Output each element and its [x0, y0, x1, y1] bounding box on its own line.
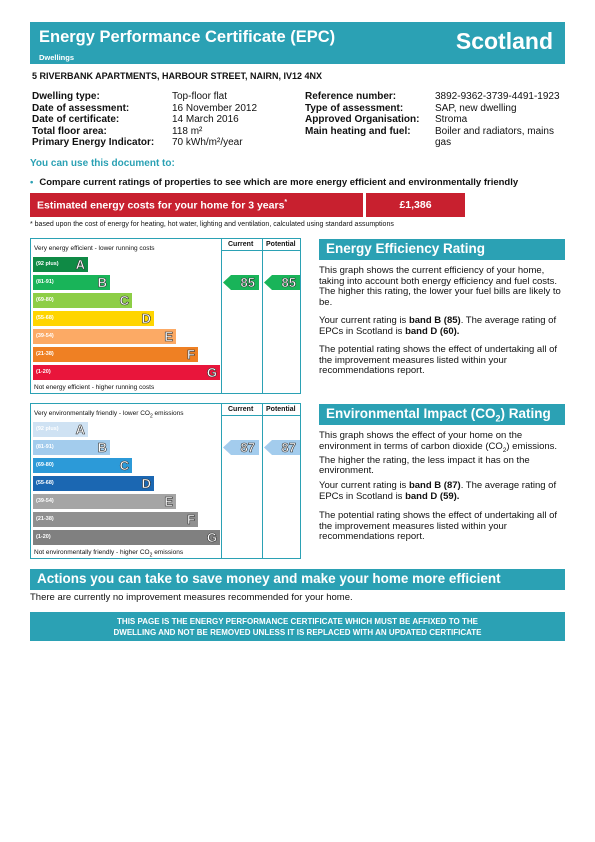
energy-efficiency-description: This graph shows the current efficiency of your home, taking into account both energy efficiency and fuel costs. The higher this rating, the lower your fuel bills are likely to be.	[319, 265, 561, 308]
rating-band-c	[33, 458, 132, 473]
notice-line: DWELLING AND NOT BE REMOVED UNLESS IT IS REPLACED WITH AN UPDATED CERTIFICATE	[113, 628, 482, 637]
rating-band-a	[33, 422, 88, 437]
chart-bottom-caption: Not energy efficient - higher running costs	[34, 384, 155, 391]
heading-text: Environmental Impact (CO	[326, 406, 496, 421]
bullet-icon: •	[30, 177, 34, 188]
band-letter: B	[97, 275, 107, 290]
band-letter: A	[75, 422, 85, 437]
dwelling-info	[32, 91, 257, 149]
caption-text: emissions	[152, 410, 184, 417]
energy-cost-label	[30, 193, 363, 217]
band-range: (21-38)	[36, 351, 54, 357]
band-letter: A	[75, 257, 85, 272]
info-label: Primary Energy Indicator:	[32, 137, 155, 149]
band-letter: C	[119, 458, 129, 473]
assessment-info	[305, 91, 567, 149]
info-label: Type of assessment:	[305, 102, 404, 114]
caption-text: Very environmentally friendly - lower CO	[34, 410, 150, 417]
usage-bullet-text: Compare current ratings of properties to see which are more energy efficient and environmentally friendly	[39, 177, 519, 188]
certificate-title: Energy Performance Certificate (EPC)	[39, 28, 336, 46]
rating-band-d	[33, 311, 154, 326]
rating-band-f	[33, 347, 198, 362]
info-row	[32, 114, 257, 126]
column-divider	[262, 239, 263, 393]
band-range: (69-80)	[36, 297, 54, 303]
energy-cost-value: £1,386	[366, 193, 465, 217]
rating-band-f	[33, 512, 198, 527]
rating-band-d	[33, 476, 154, 491]
potential-rating-arrow	[264, 275, 300, 290]
info-value: Top-floor flat	[172, 91, 228, 102]
actions-heading: Actions you can take to save money and make your home more efficient	[30, 569, 565, 590]
band-letter: G	[206, 365, 217, 380]
band-range: (92 plus)	[36, 426, 59, 432]
band-range: (55-68)	[36, 480, 54, 486]
caption-subscript: 2	[149, 413, 153, 420]
band-letter: F	[187, 347, 195, 362]
info-value: 16 November 2012	[172, 102, 258, 114]
subscript: 2	[502, 446, 507, 454]
band-range: (55-68)	[36, 315, 54, 321]
info-value: 118 m²	[172, 125, 203, 137]
band-range: (81-91)	[36, 279, 54, 285]
potential-rating-value: 87	[281, 440, 296, 455]
current-column-header: Current	[228, 241, 254, 248]
info-label: Dwelling type:	[32, 91, 100, 102]
property-address: 5 RIVERBANK APARTMENTS, HARBOUR STREET, NAIRN, IV12 4NX	[32, 71, 323, 81]
band-range: (39-54)	[36, 333, 54, 339]
environmental-impact-heading	[319, 404, 565, 425]
country-label: Scotland	[455, 28, 553, 54]
chart-top-caption	[34, 410, 183, 419]
chart-bottom-caption	[34, 549, 183, 558]
cost-footnote: * based upon the cost of energy for heating, hot water, lighting and ventilation, calculated using standard assumptions	[30, 221, 394, 228]
info-label: Reference number:	[305, 91, 397, 102]
environmental-impact-current-rating	[319, 481, 563, 502]
current-band: band B (87)	[408, 480, 461, 491]
info-value	[435, 126, 554, 149]
rating-band-b	[33, 275, 110, 290]
column-divider	[262, 404, 263, 558]
environmental-impact-potential-text: The potential rating shows the effect of undertaking all of the improvement measures listed within your recommendations report.	[319, 510, 558, 542]
average-band: band D (60).	[405, 325, 460, 337]
environmental-impact-chart	[30, 403, 301, 559]
rating-band-e	[33, 494, 176, 509]
info-label: Main heating and fuel:	[305, 125, 411, 137]
band-letter: E	[164, 494, 173, 509]
epc-header	[30, 22, 565, 64]
info-value: 70 kWh/m²/year	[172, 137, 243, 149]
band-range: (1-20)	[36, 534, 51, 540]
certificate-notice	[30, 612, 565, 641]
rating-band-g	[33, 530, 220, 545]
info-row	[305, 103, 567, 115]
info-row	[305, 114, 567, 126]
rating-band-c	[33, 293, 132, 308]
usage-heading: You can use this document to:	[30, 158, 175, 169]
info-value: 3892-9362-3739-4491-1923	[435, 91, 560, 102]
energy-efficiency-potential-text: The potential rating shows the effect of undertaking all of the improvement measures listed within your recommendations report.	[319, 344, 558, 376]
current-rating-arrow	[223, 275, 259, 290]
energy-efficiency-current-rating	[319, 316, 563, 337]
info-row	[32, 137, 257, 149]
band-range: (92 plus)	[36, 261, 59, 267]
text: . The average rating of EPCs in Scotland is	[319, 480, 557, 502]
band-letter: E	[164, 329, 173, 344]
info-value: SAP, new dwelling	[435, 102, 517, 114]
potential-column-header: Potential	[266, 241, 296, 248]
potential-column-header: Potential	[266, 406, 296, 413]
energy-cost-star: *	[284, 199, 288, 206]
band-letter: F	[187, 512, 195, 527]
energy-efficiency-heading: Energy Efficiency Rating	[319, 239, 565, 260]
info-row	[305, 126, 567, 149]
energy-efficiency-chart	[30, 238, 301, 394]
info-label: Date of assessment:	[32, 102, 130, 114]
current-band: band B (85)	[408, 315, 461, 326]
info-label: Date of certificate:	[32, 114, 120, 126]
rating-band-g	[33, 365, 220, 380]
band-letter: C	[119, 293, 129, 308]
info-row	[32, 103, 257, 115]
text: Your current rating is	[319, 480, 409, 491]
band-range: (81-91)	[36, 444, 54, 450]
energy-cost-label-text: Estimated energy costs for your home for 3 years	[37, 199, 285, 212]
info-label: Total floor area:	[32, 125, 107, 137]
info-label: Approved Organisation:	[305, 114, 420, 126]
notice-line: THIS PAGE IS THE ENERGY PERFORMANCE CERTIFICATE WHICH MUST BE AFFIXED TO THE	[117, 617, 478, 626]
band-range: (39-54)	[36, 498, 54, 504]
band-range: (69-80)	[36, 462, 54, 468]
text: . The average rating of EPCs in Scotland is	[319, 315, 557, 337]
column-divider	[221, 404, 222, 558]
current-rating-arrow	[223, 440, 259, 455]
current-column-header: Current	[228, 406, 254, 413]
potential-rating-arrow	[264, 440, 300, 455]
info-value-line: gas	[435, 137, 452, 149]
info-row	[32, 91, 257, 103]
caption-subscript: 2	[149, 552, 153, 559]
average-band: band D (59).	[405, 490, 460, 502]
usage-bullet	[30, 177, 518, 188]
band-range: (1-20)	[36, 369, 51, 375]
text: Your current rating is	[319, 315, 409, 326]
header-rule	[221, 415, 301, 416]
text: ) emissions. The higher the rating, the less impact it has on the environment.	[319, 440, 558, 477]
info-row	[32, 126, 257, 138]
band-letter: D	[141, 311, 151, 326]
info-value: Stroma	[435, 114, 468, 126]
certificate-subtitle: Dwellings	[39, 53, 75, 62]
text: This graph shows the effect of your home on the environment in terms of carbon dioxide (CO	[319, 430, 523, 452]
environmental-impact-description	[319, 431, 563, 477]
rating-band-e	[33, 329, 176, 344]
band-letter: D	[141, 476, 151, 491]
info-row	[305, 91, 567, 103]
caption-text: Not environmentally friendly - higher CO	[34, 549, 150, 556]
rating-band-a	[33, 257, 88, 272]
info-value-line: Boiler and radiators, mains	[435, 125, 554, 137]
no-improvements-text: There are currently no improvement measures recommended for your home.	[30, 592, 353, 603]
potential-rating-value: 85	[281, 275, 296, 290]
chart-top-caption: Very energy efficient - lower running costs	[34, 245, 155, 252]
caption-text: emissions	[152, 549, 184, 556]
current-rating-value: 87	[240, 440, 255, 455]
band-range: (21-38)	[36, 516, 54, 522]
info-value: 14 March 2016	[172, 114, 239, 126]
band-letter: B	[97, 440, 107, 455]
rating-band-b	[33, 440, 110, 455]
band-letter: G	[206, 530, 217, 545]
header-rule	[221, 250, 301, 251]
column-divider	[221, 239, 222, 393]
heading-text: ) Rating	[500, 406, 551, 421]
current-rating-value: 85	[240, 275, 255, 290]
heading-subscript: 2	[495, 413, 501, 424]
